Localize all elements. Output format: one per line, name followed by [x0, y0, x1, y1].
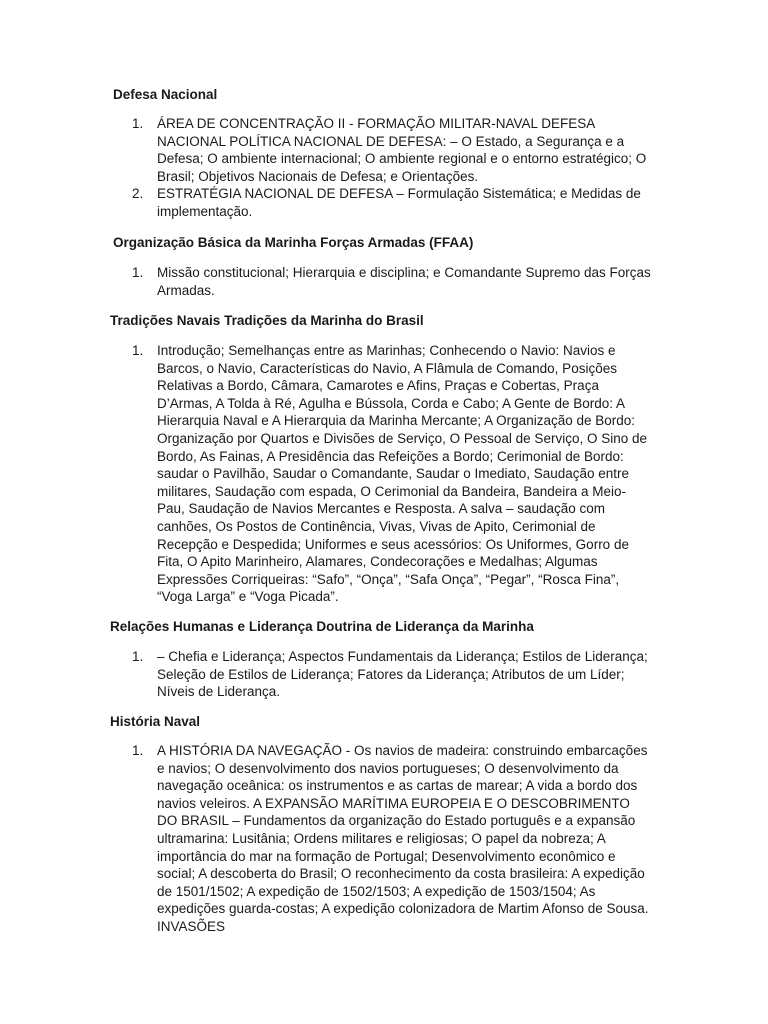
- list-item: [132, 185, 652, 220]
- section-heading-historia-naval: História Naval: [110, 714, 201, 729]
- list-item-text: Missão constitucional; Hierarquia e disciplina; e Comandante Supremo das Forças Armadas.: [157, 265, 651, 298]
- list-item-text: ÁREA DE CONCENTRAÇÃO II - FORMAÇÃO MILITAR-NAVAL DEFESA NACIONAL POLÍTICA NACIONAL DE DEFESA: – O Estado, a Segurança e a Defesa; O ambiente internacional; O ambiente regional e o entorno estratégico; O Brasil; Objetivos Nacionais de Defesa; e Orientações.: [157, 116, 647, 184]
- section-heading-relacoes-humanas: Relações Humanas e Liderança Doutrina de Liderança da Marinha: [110, 619, 534, 634]
- historia-naval-list: [132, 742, 652, 936]
- list-item-text: ESTRATÉGIA NACIONAL DE DEFESA – Formulação Sistemática; e Medidas de implementação.: [157, 186, 641, 219]
- list-item: [132, 742, 652, 936]
- section-heading-defesa-nacional: Defesa Nacional: [113, 87, 218, 102]
- list-item: [132, 264, 652, 299]
- list-item-number: 1.: [132, 265, 144, 280]
- list-item-number: 1.: [132, 116, 144, 131]
- list-item-text: A HISTÓRIA DA NAVEGAÇÃO - Os navios de madeira: construindo embarcações e navios; O desenvolvimento dos navios portugueses; O desenvolvimento da navegação oceânica: os instrumentos e as cartas de marear; A vida a bordo dos navios veleiros. A EXPANSÃO MARÍTIMA EUROPEIA E O DESCOBRIMENTO DO BRASIL – Fundamentos da organização do Estado português e a expansão ultramarina: Lusitânia; Ordens militares e religiosas; O papel da nobreza; A importância do mar na formação de Portugal; Desenvolvimento econômico e social; A descoberta do Brasil; O reconhecimento da costa brasileira: A expedição de 1501/1502; A expedição de 1502/1503; A expedição de 1503/1504; As expedições guarda-costas; A expedição colonizadora de Martim Afonso de Sousa. INVASÕES: [157, 743, 649, 934]
- organizacao-basica-list: [132, 264, 652, 299]
- list-item-text: – Chefia e Liderança; Aspectos Fundamentais da Liderança; Estilos de Liderança; Seleção de Estilos de Liderança; Fatores da Liderança; Atributos de um Líder; Níveis de Liderança.: [157, 649, 648, 700]
- list-item-number: 1.: [132, 649, 144, 664]
- list-item: [132, 342, 652, 606]
- list-item-number: 1.: [132, 343, 144, 358]
- relacoes-humanas-list: [132, 648, 652, 701]
- section-heading-organizacao-basica: Organização Básica da Marinha Forças Armadas (FFAA): [113, 235, 474, 250]
- section-heading-tradicoes-navais: Tradições Navais Tradições da Marinha do Brasil: [110, 313, 424, 328]
- list-item: [132, 115, 652, 185]
- list-item-number: 2.: [132, 186, 144, 202]
- list-item-number: 1.: [132, 743, 144, 758]
- list-item-text: Introdução; Semelhanças entre as Marinhas; Conhecendo o Navio: Navios e Barcos, o Navio, Características do Navio, A Flâmula de Comando, Posições Relativas a Bordo, Câmara, Camarotes e Afins, Praças e Cobertas, Praça D’Armas, A Tolda à Ré, Agulha e Bússola, Corda e Cabo; A Gente de Bordo: A Hierarquia Naval e A Hierarquia da Marinha Mercante; A Organização de Bordo: Organização por Quartos e Divisões de Serviço, O Pessoal de Serviço, O Sino de Bordo, As Fainas, A Presidência das Refeições a Bordo; Cerimonial de Bordo: saudar o Pavilhão, Saudar o Comandante, Saudar o Imediato, Saudação entre militares, Saudação com espada, O Cerimonial da Bandeira, Bandeira a Meio-Pau, Saudação de Navios Mercantes e Resposta. A salva – saudação com canhões, Os Postos de Continência, Vivas, Vivas de Apito, Cerimonial de Recepção e Despedida; Uniformes e seus acessórios: Os Uniformes, Gorro de Fita, O Apito Marinheiro, Alamares, Condecorações e Medalhas; Algumas Expressões Corriqueiras: “Safo”, “Onça”, “Safa Onça”, “Pegar”, “Rosca Fina”, “Voga Larga” e “Voga Picada”.: [157, 343, 647, 605]
- defesa-nacional-list: [132, 115, 652, 221]
- tradicoes-navais-list: [132, 342, 652, 606]
- list-item: [132, 648, 652, 701]
